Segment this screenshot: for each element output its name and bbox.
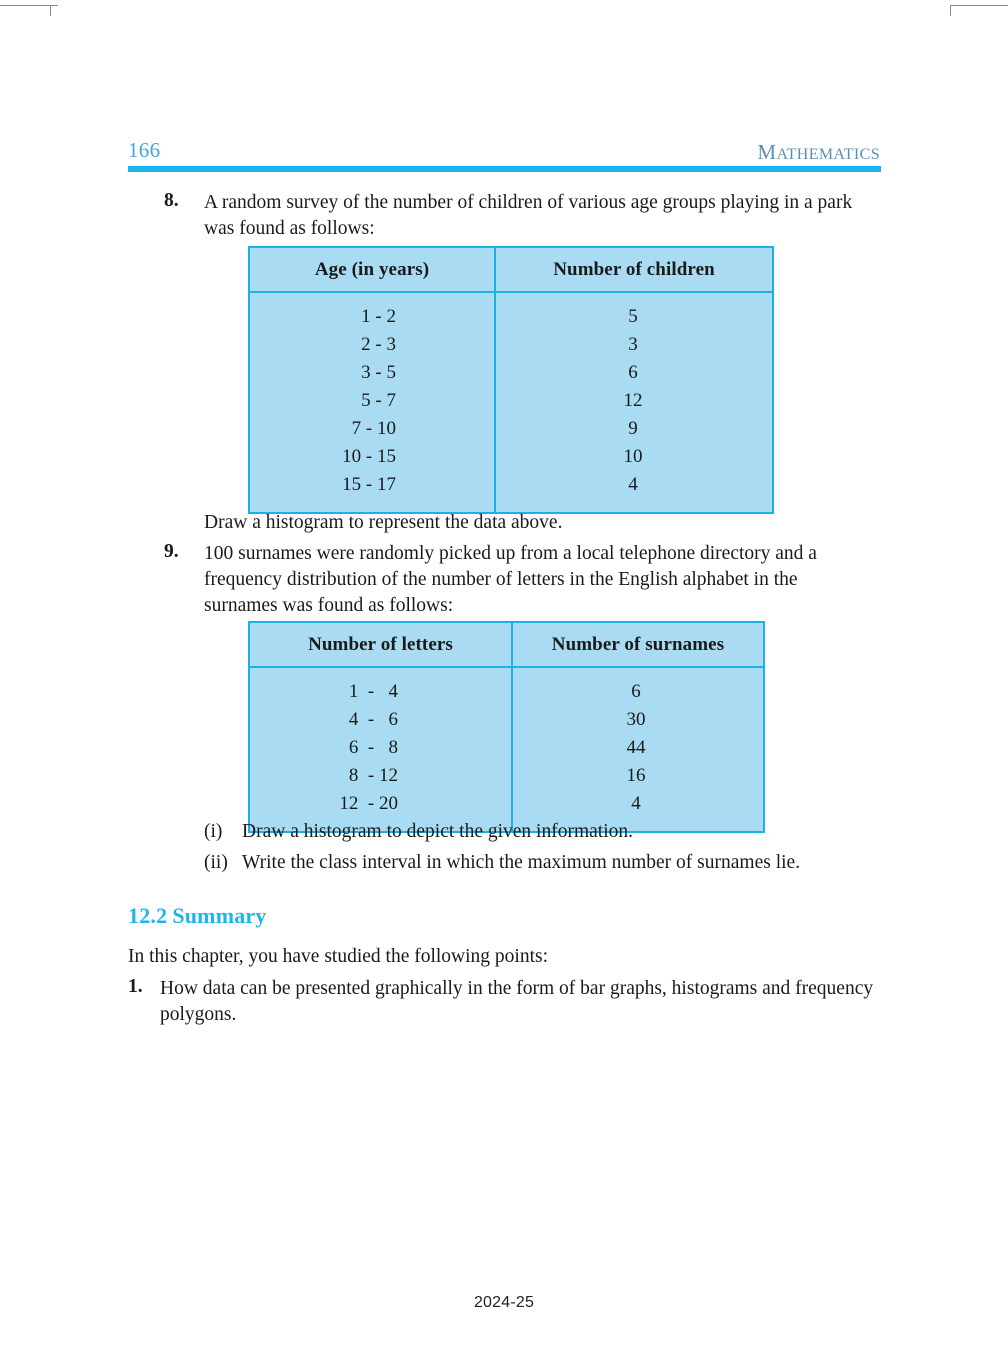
question-9-subitem-ii-label: (ii) — [204, 852, 228, 873]
column-header-age: Age (in years) — [314, 259, 430, 280]
question-9-subitem-i-label: (i) — [204, 821, 223, 842]
question-8-text: A random survey of the number of children of various age groups playing in a park was found as follows: — [204, 192, 853, 239]
table-row: 4 - 6 — [348, 709, 398, 730]
book-title-rest: ATHEMATICS — [776, 146, 880, 163]
book-title-initial: M — [757, 140, 777, 164]
table-age-header-row — [250, 248, 772, 293]
section-heading-summary — [128, 903, 267, 929]
table-letters-header-row — [250, 623, 763, 668]
question-9-subitem-i — [204, 819, 904, 845]
table-row: 3 - 5 — [361, 362, 396, 383]
footer-year: 2024-25 — [473, 1294, 535, 1311]
table-row: 5 — [628, 306, 638, 327]
table-row: 1 - 2 — [361, 306, 396, 327]
table-row: 6 — [628, 362, 638, 383]
question-9-subitem-i-text: Draw a histogram to depict the given information. — [242, 821, 633, 842]
table-row: 12 — [623, 390, 643, 411]
section-title: Summary — [172, 903, 267, 928]
question-8 — [164, 190, 876, 242]
table-age-vs-children — [248, 246, 774, 514]
table-row: 16 — [626, 765, 646, 786]
table-row: 3 — [628, 334, 638, 355]
table-row: 4 — [628, 474, 638, 495]
table-row: 4 — [631, 793, 641, 814]
crop-mark-top-left — [0, 5, 62, 17]
table-letters-column-counts — [513, 668, 763, 831]
table-age-body — [250, 293, 772, 512]
table-row: 44 — [626, 737, 646, 758]
table-row: 2 - 3 — [361, 334, 396, 355]
summary-point-1 — [128, 976, 880, 1028]
table-age-header-cell-left — [250, 248, 496, 291]
question-9-text: 100 surnames were randomly picked up from a local telephone directory and a frequency distribution of the number of letters in the English alphabet in the surnames was found as follows: — [204, 543, 817, 616]
header-rule — [128, 166, 881, 172]
column-header-surnames: Number of surnames — [551, 634, 725, 655]
table-row: 12 - 20 — [339, 793, 398, 814]
table-row: 9 — [628, 418, 638, 439]
table-row: 15 - 17 — [342, 474, 396, 495]
crop-mark-top-right — [944, 5, 1008, 17]
table-row: 1 - 4 — [348, 681, 398, 702]
question-9-subitem-ii — [204, 850, 904, 876]
column-header-children: Number of children — [553, 259, 715, 280]
question-9-subitem-ii-text: Write the class interval in which the maximum number of surnames lie. — [242, 852, 801, 873]
table-row: 8 - 12 — [348, 765, 398, 786]
table-row: 6 - 8 — [348, 737, 398, 758]
table-age-column-intervals — [250, 293, 496, 512]
table-letters-body — [250, 668, 763, 831]
page-number: 166 — [128, 138, 161, 162]
table-letters-vs-surnames — [248, 621, 765, 833]
table-row: 5 - 7 — [361, 390, 396, 411]
table-age-header-cell-right — [496, 248, 772, 291]
column-header-letters: Number of letters — [308, 634, 453, 655]
summary-point-1-number: 1. — [128, 976, 143, 997]
table-row: 7 - 10 — [351, 418, 396, 439]
question-9 — [164, 541, 876, 619]
section-number: 12.2 — [128, 903, 168, 928]
table-row: 10 — [623, 446, 643, 467]
table-row: 10 - 15 — [342, 446, 396, 467]
question-8-number: 8. — [164, 190, 179, 211]
table-letters-column-intervals — [250, 668, 513, 831]
question-9-number: 9. — [164, 541, 179, 562]
summary-point-1-text: How data can be presented graphically in the form of bar graphs, histograms and frequency polygons. — [160, 978, 874, 1025]
summary-intro-text: In this chapter, you have studied the following points: — [128, 946, 549, 967]
table-letters-header-cell-left — [250, 623, 513, 666]
table-letters-header-cell-right — [513, 623, 763, 666]
table-row: 30 — [626, 709, 646, 730]
question-8-followup: Draw a histogram to represent the data above. — [204, 512, 563, 533]
book-title — [757, 140, 880, 165]
table-age-column-counts — [496, 293, 772, 512]
table-row: 6 — [631, 681, 641, 702]
